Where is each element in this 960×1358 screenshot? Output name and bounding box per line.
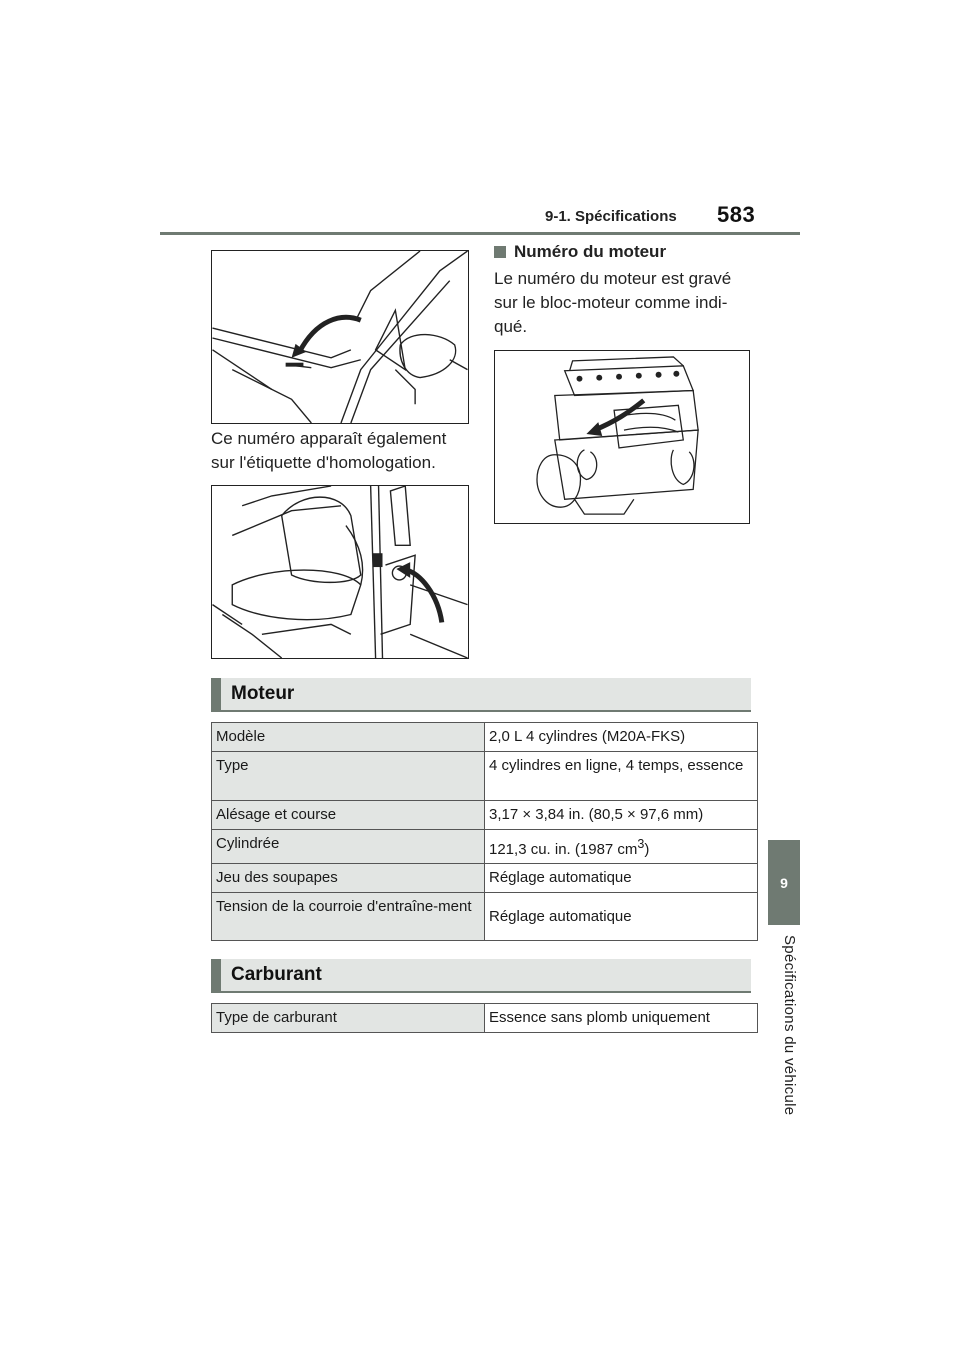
section-title: 9-1. Spécifications [545,208,677,225]
table-row [212,723,758,752]
spec-label: Cylindrée [212,830,485,864]
fuel-spec-table [211,1003,758,1033]
spec-value [485,830,758,864]
displacement-close: ) [644,841,650,858]
spec-label: Tension de la courroie d'entraîne-ment [212,893,485,941]
table-row [212,864,758,893]
engine-spec-table [211,722,758,941]
table-row [212,752,758,801]
engine-section-title: Moteur [231,683,295,704]
table-row [212,830,758,864]
spec-value: Réglage automatique [485,893,758,941]
engine-section-rule [211,710,751,712]
table-row [212,801,758,830]
spec-value: 3,17 × 3,84 in. (80,5 × 97,6 mm) [485,801,758,830]
fuel-section-header [211,959,751,991]
fuel-section-title: Carburant [231,964,322,985]
table-row [212,1004,758,1033]
spec-label: Jeu des soupapes [212,864,485,893]
engine-number-heading [494,242,666,262]
spec-label: Alésage et course [212,801,485,830]
windshield-vin-illustration [211,250,469,424]
engine-number-heading-text: Numéro du moteur [514,242,667,261]
spec-label: Type de carburant [212,1004,485,1033]
displacement-value: 121,3 cu. in. (1987 cm [489,841,638,858]
chapter-tab [768,840,800,925]
engine-section-header [211,678,751,710]
engine-drawing [495,351,749,523]
certification-label-note: Ce numéro apparaît également sur l'étiquette d'homologation. [211,429,447,472]
engine-block-illustration [494,350,750,524]
door-pillar-drawing [212,486,468,658]
bullet-square-icon [494,246,506,258]
certification-label-illustration [211,485,469,659]
fuel-section-rule [211,991,751,993]
page-number: 583 [717,202,756,227]
windshield-drawing [212,251,468,423]
spec-value: Réglage automatique [485,864,758,893]
chapter-title: Spécifications du véhicule [781,935,798,1116]
engine-number-description: Le numéro du moteur est gravé sur le bloc-moteur comme indi-qué. [494,269,732,336]
table-row [212,893,758,941]
spec-value: 4 cylindres en ligne, 4 temps, essence [485,752,758,801]
displacement-exponent: 3 [637,837,645,851]
spec-value: Essence sans plomb uniquement [485,1004,758,1033]
chapter-number: 9 [780,874,788,891]
spec-label: Type [212,752,485,801]
header-rule [160,232,800,235]
spec-label: Modèle [212,723,485,752]
spec-value: 2,0 L 4 cylindres (M20A-FKS) [485,723,758,752]
